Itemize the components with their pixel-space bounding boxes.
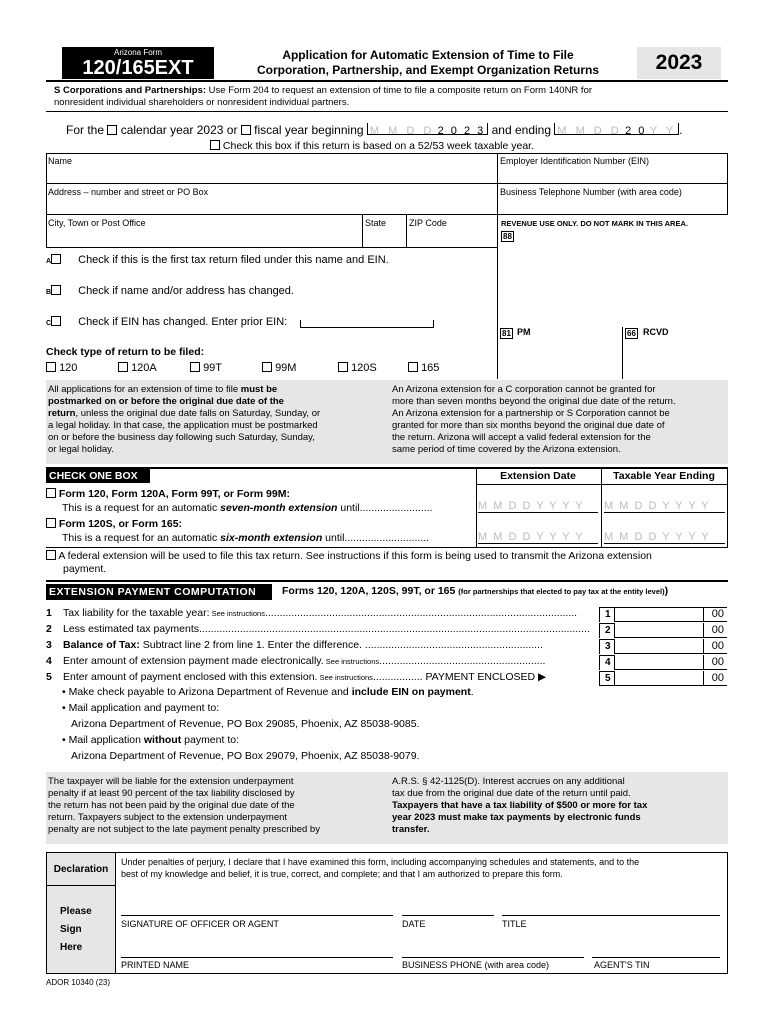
scorp-note-text: Use Form 204 to request an extension of time to file a composite return on Form 140NR for <box>206 85 593 96</box>
return-165-checkbox[interactable] <box>408 362 418 372</box>
bullet3: • Mail application without payment to: <box>62 734 239 746</box>
declaration-label: Declaration <box>53 864 109 875</box>
option2-pre: This is a request for an automatic <box>62 532 221 544</box>
info-left-t5: on or before the business day following such Saturday, Sunday, <box>48 432 315 443</box>
payment-line-box-number: 5 <box>599 671 615 686</box>
penalty-right-b2: year 2023 must make tax payments by electronic funds <box>392 812 641 823</box>
begin-mmdd: M M D D <box>369 125 435 137</box>
payment-line-cents: 00 <box>703 671 727 686</box>
form-title-line1: Application for Automatic Extension of Time to File <box>282 48 574 62</box>
option2-post: until............................. <box>322 532 430 544</box>
tax-year-end-2[interactable] <box>604 531 725 544</box>
period-row: For the calendar year 2023 or fiscal year beginning M M D D 2 0 2 3 and ending M M D D 2 0 Y Y . <box>66 123 683 137</box>
payment-line-5 <box>46 671 594 685</box>
payment-line-amount-field[interactable] <box>615 671 703 686</box>
state-label: State <box>365 218 387 228</box>
title-label: TITLE <box>502 919 527 929</box>
payment-line-text: Less estimated tax payments <box>63 623 199 635</box>
federal-extension-checkbox[interactable] <box>46 550 56 560</box>
ext-date-2[interactable] <box>478 531 598 544</box>
payment-line-amount-field[interactable] <box>615 623 703 638</box>
bullet3-pre: Mail application <box>68 734 144 746</box>
return-99m-option[interactable] <box>262 362 296 374</box>
return-99m-checkbox[interactable] <box>262 362 272 372</box>
payment-line-cents: 00 <box>703 607 727 622</box>
pm-label: PM <box>517 327 531 337</box>
city-label: City, Town or Post Office <box>48 218 146 228</box>
week-52-53-checkbox[interactable] <box>210 140 220 150</box>
payment-line-text: Tax liability for the taxable year: <box>63 607 210 619</box>
date-label: DATE <box>402 919 426 929</box>
return-120-option[interactable] <box>46 362 77 374</box>
name-changed-checkbox[interactable] <box>51 285 61 295</box>
scorp-note-text2: nonresident individual shareholders or nonresident individual partners. <box>54 97 350 108</box>
first-return-checkbox[interactable] <box>51 254 61 264</box>
bullet2: • Mail application and payment to: <box>62 702 220 714</box>
return-99t-option[interactable] <box>190 362 222 374</box>
ein-label: Employer Identification Number (EIN) <box>500 156 650 166</box>
date-field[interactable] <box>402 902 494 916</box>
check-c-label: Check if EIN has changed. Enter prior EIN: <box>78 316 288 328</box>
tax-year-end-1[interactable] <box>604 500 725 513</box>
sign-label: Sign <box>60 924 82 935</box>
info-right-l4: granted for more than six months beyond the original due date of <box>392 420 665 431</box>
federal-extension-label2: payment. <box>63 563 107 575</box>
ein-changed-checkbox[interactable] <box>51 316 61 326</box>
bullet1-post: . <box>470 686 474 698</box>
payment-line-number: 3 <box>46 639 52 651</box>
option-seven-month <box>46 487 476 515</box>
payment-line-box-number: 4 <box>599 655 615 670</box>
info-right-l6: same period of time covered by the Arizona extension. <box>392 444 621 455</box>
phone-field[interactable] <box>500 187 726 213</box>
fiscal-year-label: fiscal year beginning <box>254 123 364 137</box>
check-b-letter: B <box>46 289 52 296</box>
penalty-right-b3: transfer. <box>392 824 430 835</box>
tax-year-end-2-mask: M M D D Y Y Y Y <box>604 531 711 543</box>
option1-pre: This is a request for an automatic <box>62 502 221 514</box>
penalty-right-l1: A.R.S. § 42-1125(D). Interest accrues on any additional <box>392 776 625 787</box>
payment-line-2 <box>46 623 594 637</box>
form-footer: ADOR 10340 (23) <box>46 978 111 987</box>
payment-line-cents: 00 <box>703 623 727 638</box>
payment-line-1 <box>46 607 594 621</box>
payment-forms-close: ) <box>664 585 669 597</box>
calendar-year-label: calendar year 2023 or <box>120 123 238 137</box>
info-right <box>392 384 724 456</box>
payment-line-text: Balance of Tax: <box>63 639 140 651</box>
seven-month-checkbox[interactable] <box>46 488 56 498</box>
info-right-l5: the return. Arizona will accept a valid federal extension for the <box>392 432 651 443</box>
week-check-label: Check this box if this return is based on a 52/53 week taxable year. <box>222 140 535 152</box>
declaration-text1: Under penalties of perjury, I declare that I have examined this form, including accompanying schedules and statements, and to the <box>121 857 640 867</box>
calendar-year-checkbox[interactable] <box>107 125 117 135</box>
payment-line-number: 4 <box>46 655 52 667</box>
form-number: 120/165EXT <box>82 57 194 79</box>
bullet3-post: payment to: <box>181 734 239 746</box>
option-six-month <box>46 517 476 545</box>
title-field[interactable] <box>502 902 720 916</box>
fiscal-year-checkbox[interactable] <box>241 125 251 135</box>
info-left-t2b: postmarked on or before the original due date of the <box>48 396 284 407</box>
zip-field[interactable] <box>409 218 495 246</box>
name-field[interactable] <box>48 156 496 182</box>
option2-em: six-month extension <box>220 532 323 544</box>
bullet3-bold: without <box>143 734 182 746</box>
return-120s-checkbox[interactable] <box>338 362 348 372</box>
state-field[interactable] <box>365 218 405 246</box>
phone-label: Business Telephone Number (with area code) <box>500 187 682 197</box>
signature-label: SIGNATURE OF OFFICER OR AGENT <box>121 919 279 929</box>
payment-bullets <box>62 684 474 764</box>
payment-line-box-number: 1 <box>599 607 615 622</box>
box-66: 66 <box>627 329 636 338</box>
penalty-left <box>48 776 380 836</box>
form-title-line2: Corporation, Partnership, and Exempt Organization Returns <box>256 63 600 77</box>
penalty-right-l2: tax due from the original due date of the return until paid. <box>392 788 631 799</box>
payment-line-text: Enter amount of extension payment made electronically. <box>63 655 324 667</box>
bullet1-bold: include EIN on payment <box>351 686 471 698</box>
info-left-t4: a legal holiday. In that case, the application must be postmarked <box>48 420 318 431</box>
please-sign-cell <box>47 886 116 973</box>
payment-line-rest: Subtract line 2 from line 1. Enter the difference. <box>139 639 365 651</box>
prior-ein-field[interactable] <box>300 320 434 328</box>
check-a-label: Check if this is the first tax return filed under this name and EIN. <box>78 254 389 266</box>
payment-line-amount-field[interactable] <box>615 639 703 654</box>
scorp-note-bold: S Corporations and Partnerships: <box>54 85 207 96</box>
address-label: Address – number and street or PO Box <box>48 187 209 197</box>
payment-line-4 <box>46 655 594 669</box>
week-check-row <box>210 140 534 152</box>
federal-extension-row <box>46 550 726 576</box>
payment-line-see-instructions: See instructions <box>209 609 265 618</box>
payment-line-number: 1 <box>46 607 52 619</box>
payment-line-amount-field[interactable] <box>615 655 703 670</box>
return-165-option[interactable] <box>408 362 439 374</box>
bullet1-pre: Make check payable to Arizona Department of Revenue and <box>68 686 352 698</box>
box-81: 81 <box>502 329 511 338</box>
revenue-use-label: REVENUE USE ONLY. DO NOT MARK IN THIS AREA. <box>501 219 688 228</box>
check-c-row <box>46 316 287 328</box>
declaration-label-cell <box>47 853 116 886</box>
bullet1: • Make check payable to Arizona Department of Revenue and include EIN on payment. <box>62 686 474 698</box>
begin-year: 2 0 2 3 <box>437 125 486 137</box>
payment-line-dots: ........................................................................................................... <box>264 607 578 619</box>
return-120a-checkbox[interactable] <box>118 362 128 372</box>
printed-name-field[interactable] <box>121 944 393 958</box>
printed-name-label: PRINTED NAME <box>121 960 190 970</box>
return-99t-label: 99T <box>203 362 223 374</box>
declaration-text <box>121 856 721 880</box>
check-b-row <box>46 285 294 297</box>
six-month-checkbox[interactable] <box>46 518 56 528</box>
extension-date-header: Extension Date <box>500 470 576 482</box>
check-one-heading: CHECK ONE BOX <box>46 469 150 483</box>
payment-line-dots: ................. PAYMENT ENCLOSED ▶ <box>372 671 547 683</box>
business-phone-label: BUSINESS PHONE (with area code) <box>402 960 550 970</box>
payment-forms <box>282 585 668 597</box>
return-120s-label: 120S <box>351 362 377 374</box>
here-label: Here <box>60 942 83 953</box>
info-left-t1: All applications for an extension of time to file <box>48 384 241 395</box>
return-type-options <box>46 362 496 376</box>
option1-title: Form 120, Form 120A, Form 99T, or Form 99M: <box>58 488 290 500</box>
declaration-text2: best of my knowledge and belief, it is true, correct, and complete; and that I am authorized to prepare this form. <box>121 869 563 879</box>
payment-forms-small: (for partnerships that elected to pay tax at the entity level) <box>458 587 665 596</box>
penalty-right <box>392 776 724 836</box>
agent-tin-label: AGENT'S TIN <box>594 960 650 970</box>
info-right-l2: more than seven months beyond the original due date of the return. <box>392 396 676 407</box>
scorp-note <box>54 85 724 109</box>
payment-line-see-instructions: See instructions <box>323 657 380 666</box>
penalty-left-l1: The taxpayer will be liable for the extension underpayment <box>48 776 294 787</box>
fiscal-begin-field[interactable] <box>367 123 488 135</box>
address-field[interactable] <box>48 187 496 213</box>
return-120-checkbox[interactable] <box>46 362 56 372</box>
bullet2-address: Arizona Department of Revenue, PO Box 29085, Phoenix, AZ 85038-9085. <box>71 718 420 730</box>
info-left-t3: , unless the original due date falls on Saturday, Sunday, or <box>75 408 321 419</box>
penalty-left-l3: the return has not been paid by the original due date of the <box>48 800 295 811</box>
end-mmdd: M M D D <box>557 125 622 137</box>
arizona-form-label: Arizona Form <box>113 48 162 57</box>
payment-line-cents: 00 <box>703 639 727 654</box>
end-year-prefix: 2 0 <box>625 125 647 137</box>
penalty-left-l2: penalty if at least 90 percent of the tax liability disclosed by <box>48 788 295 799</box>
payment-line-number: 5 <box>46 671 52 683</box>
info-left <box>48 384 378 456</box>
ext-date-2-mask: M M D D Y Y Y Y <box>478 531 585 543</box>
agent-tin-field[interactable] <box>592 944 720 958</box>
payment-line-see-instructions: See instructions <box>317 673 373 682</box>
payment-line-box-number: 2 <box>599 623 615 638</box>
check-a-letter: A <box>46 258 52 265</box>
payment-line-text: Enter amount of payment enclosed with this extension. <box>63 671 318 683</box>
info-right-l1: An Arizona extension for a C corporation cannot be granted for <box>392 384 656 395</box>
city-field[interactable] <box>48 218 360 246</box>
return-120-label: 120 <box>59 362 78 374</box>
please-label: Please <box>60 906 92 917</box>
option1-em: seven-month extension <box>220 502 338 514</box>
payment-line-amount-field[interactable] <box>615 607 703 622</box>
option1-post: until......................... <box>337 502 433 514</box>
zip-label: ZIP Code <box>409 218 447 228</box>
ext-date-1[interactable] <box>478 500 598 513</box>
return-99t-checkbox[interactable] <box>190 362 200 372</box>
penalty-left-l5: penalty are not subject to the late payment penalty prescribed by <box>48 824 320 835</box>
check-c-letter: C <box>46 320 52 327</box>
for-the-label: For the <box>66 123 105 137</box>
payment-line-dots: ............................................................. <box>364 639 543 651</box>
return-120a-option[interactable] <box>118 362 157 374</box>
info-left-t6: or legal holiday. <box>48 444 114 455</box>
penalty-left-l4: return. Taxpayers subject to the extension underpayment <box>48 812 288 823</box>
payment-line-cents: 00 <box>703 655 727 670</box>
name-label: Name <box>48 156 73 166</box>
info-left-t1b: must be <box>240 384 278 395</box>
return-165-label: 165 <box>421 362 440 374</box>
ein-field[interactable] <box>500 156 726 182</box>
return-99m-label: 99M <box>275 362 297 374</box>
payment-forms-bold: Forms 120, 120A, 120S, 99T, or 165 <box>282 585 459 597</box>
fiscal-end-field[interactable] <box>554 123 679 135</box>
info-right-l3: An Arizona extension for a partnership or S Corporation cannot be <box>392 408 670 419</box>
info-left-t3b: return <box>48 408 76 419</box>
rcvd-label: RCVD <box>643 327 669 337</box>
bullet3-address: Arizona Department of Revenue, PO Box 29079, Phoenix, AZ 85038-9079. <box>71 750 420 762</box>
end-year-rest: Y Y <box>649 125 677 137</box>
payment-line-3 <box>46 639 594 653</box>
payment-line-dots: ...................................................................................................................................... <box>198 623 590 635</box>
box-88: 88 <box>503 232 512 241</box>
federal-extension-label: A federal extension will be used to file this tax return. See instructions if this form is being used to transmit the Arizona extension <box>58 550 652 562</box>
tax-year-box: 2023 <box>637 47 721 79</box>
payment-line-number: 2 <box>46 623 52 635</box>
and-ending-label: and ending <box>491 123 551 137</box>
payment-line-dots: ......................................................... <box>379 655 546 667</box>
bullet2-text: Mail application and payment to: <box>68 702 220 714</box>
option2-title: Form 120S, or Form 165: <box>58 518 183 530</box>
payment-line-box-number: 3 <box>599 639 615 654</box>
tax-year-end-1-mask: M M D D Y Y Y Y <box>604 500 711 512</box>
return-type-heading: Check type of return to be filed: <box>46 346 205 358</box>
return-120a-label: 120A <box>131 362 157 374</box>
taxable-year-ending-header: Taxable Year Ending <box>613 470 715 482</box>
payment-heading: EXTENSION PAYMENT COMPUTATION <box>46 584 272 600</box>
signature-field[interactable] <box>121 902 393 916</box>
check-b-label: Check if name and/or address has changed. <box>78 285 294 297</box>
return-120s-option[interactable] <box>338 362 377 374</box>
ext-date-1-mask: M M D D Y Y Y Y <box>478 500 585 512</box>
business-phone-field[interactable] <box>402 944 584 958</box>
check-a-row <box>46 254 389 266</box>
form-number-block <box>62 47 214 79</box>
penalty-right-b1: Taxpayers that have a tax liability of $500 or more for tax <box>392 800 648 811</box>
